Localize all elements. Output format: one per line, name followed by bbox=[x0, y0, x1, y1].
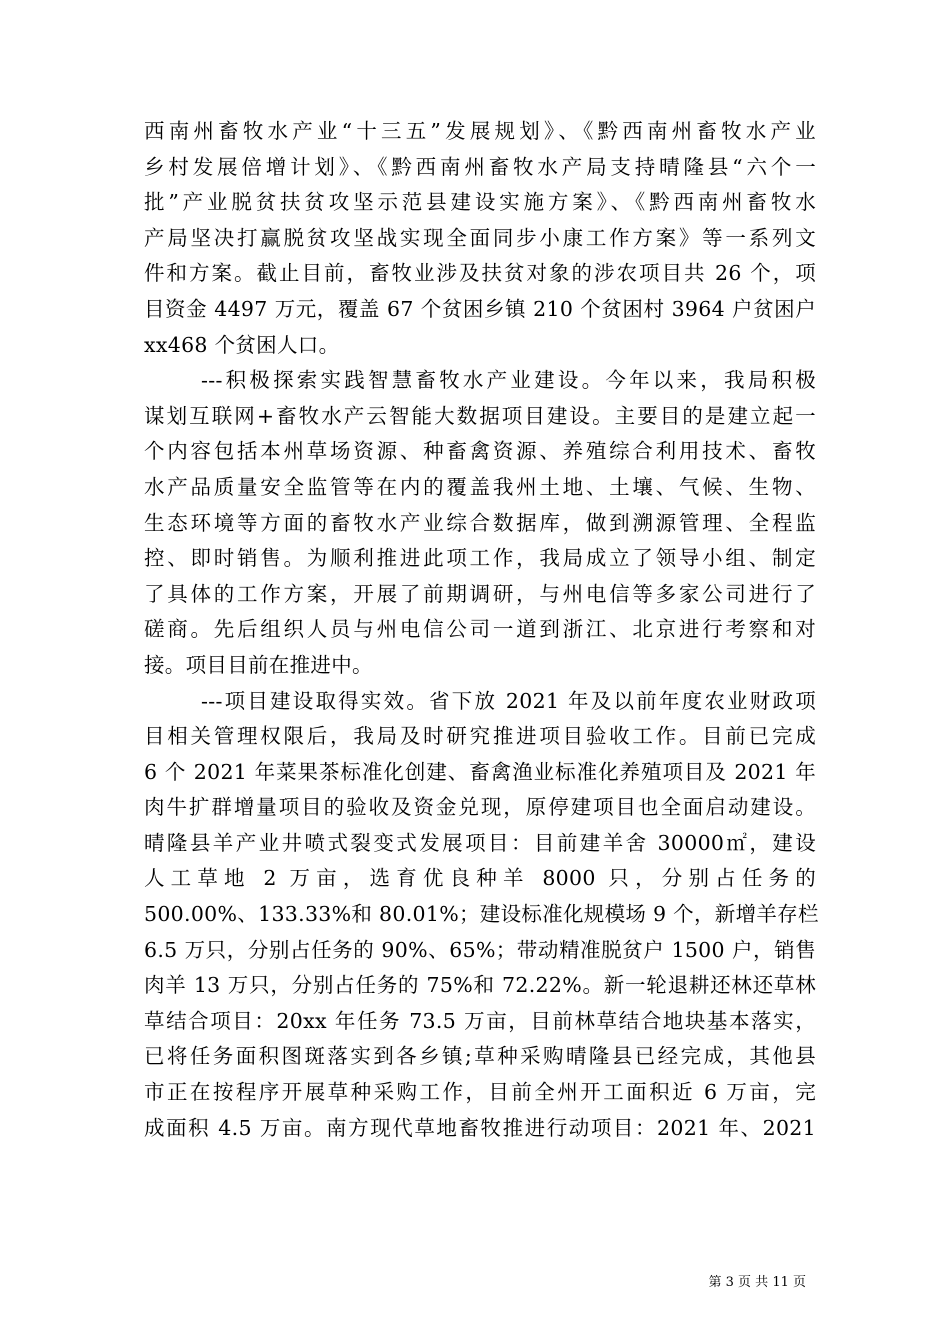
text-line: 水产品质量安全监管等在内的覆盖我州土地、土壤、气候、生物、 bbox=[144, 474, 816, 499]
text-line: 6.5 万只，分别占任务的 90%、65%；带动精准脱贫户 1500 户，销售 bbox=[144, 937, 816, 962]
document-body bbox=[144, 114, 819, 1146]
text-line: 肉牛扩群增量项目的验收及资金兑现，原停建项目也全面启动建设。 bbox=[144, 795, 816, 820]
text-line: 肉羊 13 万只，分别占任务的 75%和 72.22%。新一轮退耕还林还草林 bbox=[144, 973, 816, 998]
text-line: 磋商。先后组织人员与州电信公司一道到浙江、北京进行考察和对 bbox=[144, 617, 816, 642]
text-line: 目相关管理权限后，我局及时研究推进项目验收工作。目前已完成 bbox=[144, 724, 816, 749]
text-line: 乡村发展倍增计划》、《黔西南州畜牧水产局支持晴隆县“六个一 bbox=[144, 154, 816, 179]
text-line: 市正在按程序开展草种采购工作，目前全州开工面积近 6 万亩，完 bbox=[144, 1080, 816, 1105]
text-line: 成面积 4.5 万亩。南方现代草地畜牧推进行动项目：2021 年、2021 bbox=[144, 1115, 816, 1140]
text-line: 批”产业脱贫扶贫攻坚示范县建设实施方案》、《黔西南州畜牧水 bbox=[144, 190, 816, 215]
page-number: 第 3 页 共 11 页 bbox=[708, 1275, 806, 1290]
text-line: 个内容包括本州草场资源、种畜禽资源、养殖综合利用技术、畜牧 bbox=[144, 439, 816, 464]
text-line: 草结合项目：20xx 年任务 73.5 万亩，目前林草结合地块基本落实， bbox=[144, 1008, 816, 1033]
text-line: 产局坚决打赢脱贫攻坚战实现全面同步小康工作方案》等一系列文 bbox=[144, 225, 816, 250]
text-line: 控、即时销售。为顺利推进此项工作，我局成立了领导小组、制定 bbox=[144, 546, 816, 571]
text-line: 6 个 2021 年菜果茶标准化创建、畜禽渔业标准化养殖项目及 2021 年 bbox=[144, 759, 816, 784]
text-line: 目资金 4497 万元，覆盖 67 个贫困乡镇 210 个贫困村 3964 户贫困户 bbox=[144, 296, 816, 321]
text-line: 西南州畜牧水产业“十三五”发展规划》、《黔西南州畜牧水产业 bbox=[144, 119, 816, 143]
text-line: 人工草地 2 万亩，选育优良种羊 8000 只，分别占任务的 bbox=[144, 866, 816, 891]
text-line: 谋划互联网+畜牧水产云智能大数据项目建设。主要目的是建立起一 bbox=[144, 403, 816, 428]
text-line: 了具体的工作方案，开展了前期调研，与州电信等多家公司进行了 bbox=[144, 581, 816, 606]
text-line: 已将任务面积图斑落实到各乡镇;草种采购晴隆县已经完成，其他县 bbox=[144, 1044, 816, 1069]
text-line: ---项目建设取得实效。省下放 2021 年及以前年度农业财政项 bbox=[201, 688, 816, 713]
text-line: xx468 个贫困人口。 bbox=[144, 332, 340, 357]
text-line: ---积极探索实践智慧畜牧水产业建设。今年以来，我局积极 bbox=[201, 368, 816, 393]
text-line: 件和方案。截止目前，畜牧业涉及扶贫对象的涉农项目共 26 个，项 bbox=[144, 261, 816, 286]
text-line: 500.00%、133.33%和 80.01%；建设标准化规模场 9 个，新增羊存栏 bbox=[144, 902, 819, 927]
text-line: 晴隆县羊产业井喷式裂变式发展项目：目前建羊舍 30000㎡，建设 bbox=[144, 830, 816, 855]
text-line: 生态环境等方面的畜牧水产业综合数据库，做到溯源管理、全程监 bbox=[144, 510, 816, 535]
text-line: 接。项目目前在推进中。 bbox=[144, 652, 373, 677]
